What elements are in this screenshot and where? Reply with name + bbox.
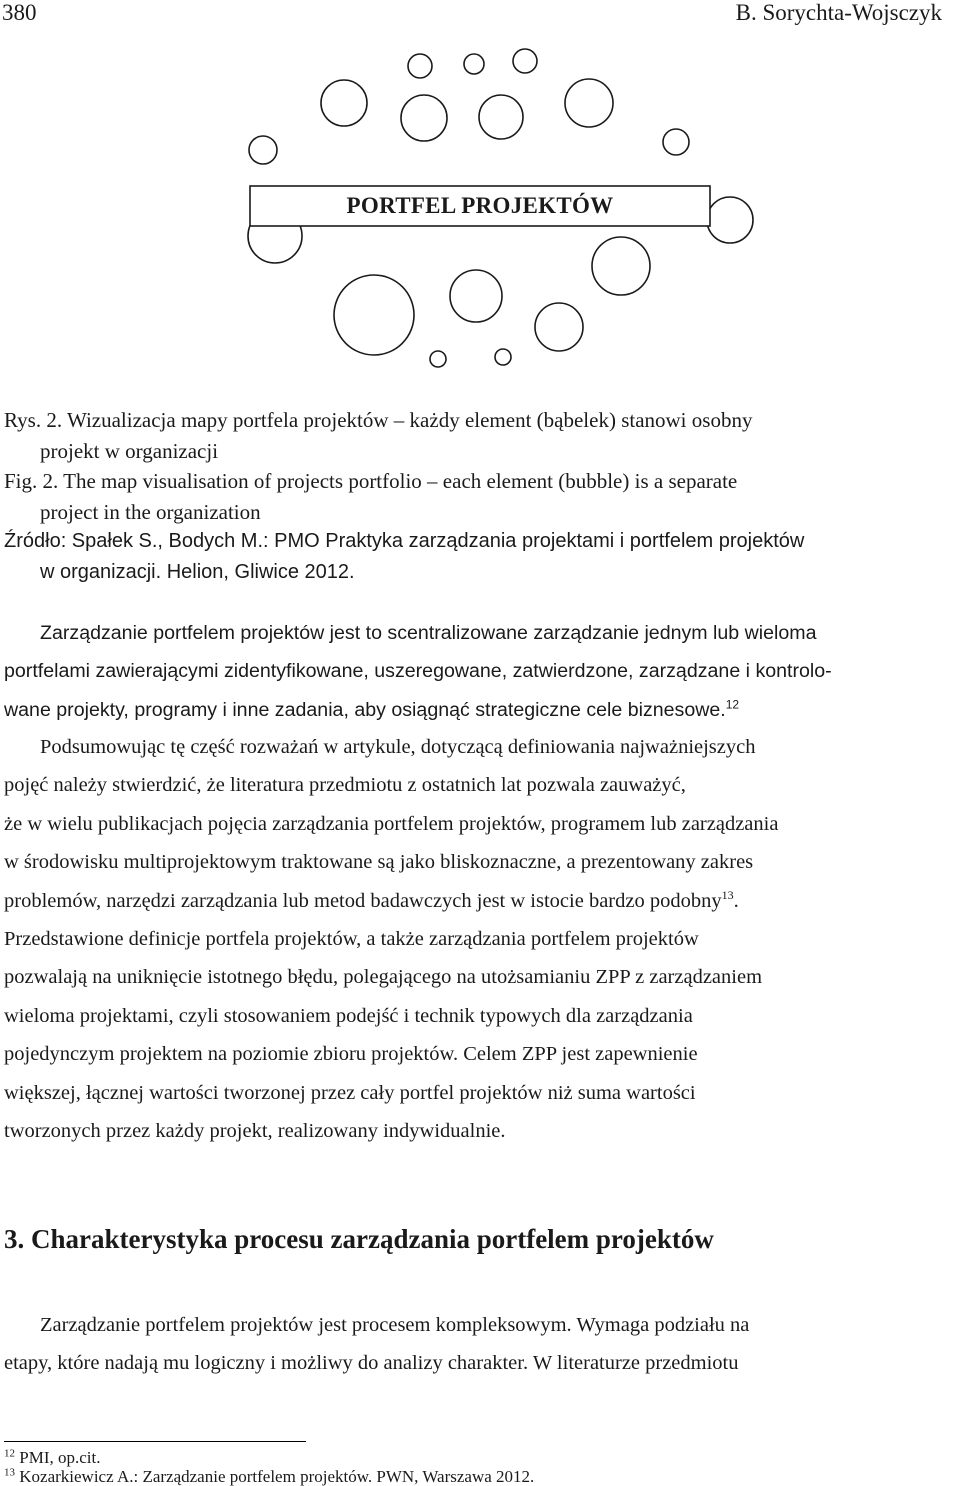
bubble <box>513 49 537 73</box>
page-number: 380 <box>2 0 37 25</box>
figure-caption-pl: Rys. 2. Wizualizacja mapy portfela projektów – każdy element (bąbelek) stanowi osobny projekt w organizacji <box>4 408 753 463</box>
bubble <box>408 54 432 78</box>
bubble <box>464 54 484 74</box>
bubble <box>707 197 753 243</box>
page-header <box>0 0 960 40</box>
bubble <box>321 80 367 126</box>
figure-source: Źródło: Spałek S., Bodych M.: PMO Praktyka zarządzania projektami i portfelem projektów w organizacji. Helion, Gliwice 2012. <box>4 530 805 583</box>
footnotes <box>4 1448 534 1486</box>
bubble <box>430 351 446 367</box>
bubble <box>479 95 523 139</box>
footnote-separator <box>4 1441 306 1442</box>
footnote-13: $^{13}$ Kozarkiewicz A.: Zarządzanie portfelem projektów. PWN, Warszawa 2012. <box>4 1466 535 1486</box>
bubble <box>565 79 613 127</box>
section-heading: 3. Charakterystyka procesu zarządzania portfelem projektów <box>4 1224 714 1254</box>
bubble <box>495 349 511 365</box>
bubble <box>663 129 689 155</box>
footnote-ref: 13 <box>721 887 734 902</box>
bubble <box>334 275 414 355</box>
bubble <box>535 303 583 351</box>
bubble <box>450 270 502 322</box>
paragraph-3: Zarządzanie portfelem projektów jest procesem kompleksowym. Wymaga podziału na etapy, które nadają mu logiczny i możliwy do analizy charakter. W literaturze przedmiotu <box>4 1314 750 1375</box>
bubble <box>401 95 447 141</box>
portfolio-center-label: PORTFEL PROJEKTÓW <box>346 193 614 218</box>
bubble <box>592 237 650 295</box>
paragraph-2: Podsumowując tę część rozważań w artykule, dotyczącą definiowania najważniejszych pojęć należy stwierdzić, że literatura przedmiotu z ostatnich lat pozwala zauważyć, że w wielu publikacjach pojęcia zarządzania portfelem projektów, programem lub zarządzania w środowisku multiprojektowym traktowane są jako bliskoznaczne, a prezentowany zakres problemów, narzędzi zarządzania lub metod badawczych jest w istocie bardzo podobny$^{13}$. Przedstawione definicje portfela projektów, a także zarządzania portfelem projektów pozwalają na uniknięcie istotnego błędu, polegającego na utożsamianiu ZPP z zarządzaniem wieloma projektami, czyli stosowaniem podejść i technik typowych dla zarządzania pojedynczym projektem na poziomie zbioru projektów. Celem ZPP jest zapewnienie większej, łącznej wartości tworzonej przez cały portfel projektów niż suma wartości tworzonych przez każdy projekt, realizowany indywidualnie. <box>4 736 779 1143</box>
running-head: B. Sorychta-Wojsczyk <box>735 0 942 25</box>
figure-caption-en: Fig. 2. The map visualisation of projects portfolio – each element (bubble) is a separate project in the organization <box>4 469 738 524</box>
footnote-12: $^{12}$ PMI, op.cit. <box>4 1447 101 1467</box>
footnote-ref: 12 <box>725 697 740 712</box>
bubble <box>249 136 277 164</box>
paragraph-1: Zarządzanie portfelem projektów jest to scentralizowane zarządzanie jednym lub wieloma portfelami zawierającymi zidentyfikowane, uszeregowane, zatwierdzone, zarządzane i kontrolo- wane projekty, programy i inne zadania, aby osiągnąć strategiczne cele biznesowe.$^{12}$ <box>4 622 832 721</box>
